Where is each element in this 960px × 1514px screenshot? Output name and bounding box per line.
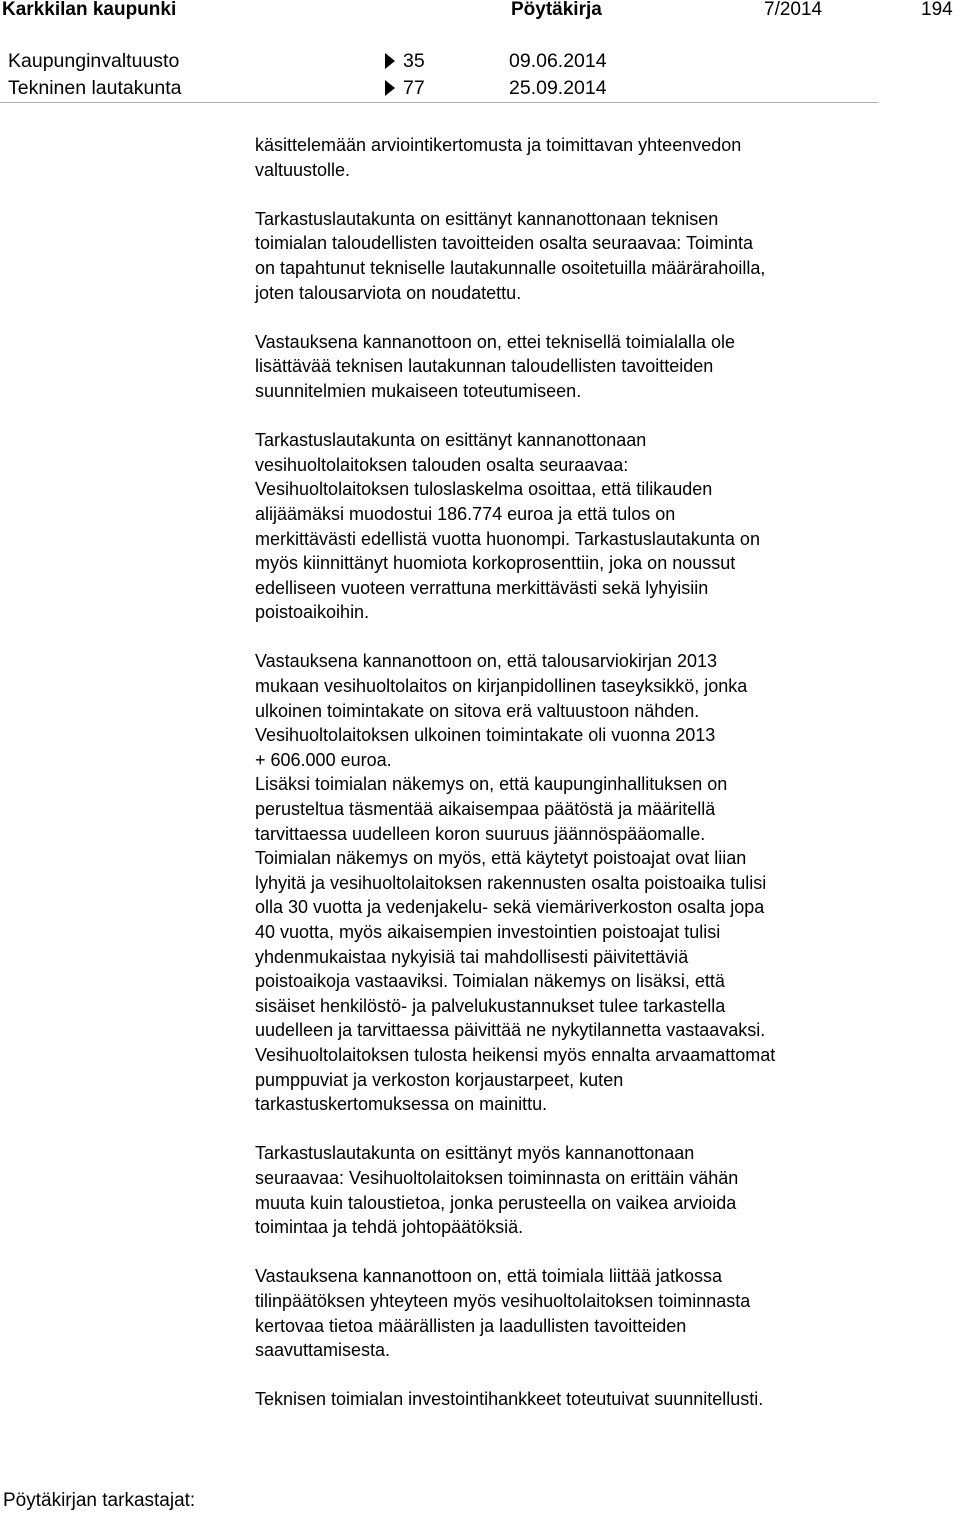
text-line: käsittelemään arviointikertomusta ja toimittavan yhteenvedon xyxy=(255,135,742,155)
text-line: yhdenmukaistaa nykyisiä tai mahdollisesti päivitettäviä xyxy=(255,946,689,967)
text-line: sisäiset henkilöstö- ja palvelukustannukset tulee tarkastella xyxy=(255,995,726,1016)
paragraph-gap xyxy=(255,1363,915,1388)
text-line: toimialan taloudellisten tavoitteiden osalta seuraavaa: Toiminta xyxy=(255,233,753,254)
meeting-date: 09.06.2014 xyxy=(509,50,607,72)
text-line: poistoaikoihin. xyxy=(255,602,370,623)
paragraph xyxy=(255,330,915,404)
text-line: alijäämäksi muodostui 186.774 euroa ja että tulos on xyxy=(255,503,676,524)
text-line: Tarkastuslautakunta on esittänyt myös kannanottonaan xyxy=(255,1143,695,1164)
text-line: mukaan vesihuoltolaitos on kirjanpidollinen taseyksikkö, jonka xyxy=(255,676,748,697)
paragraph xyxy=(255,1387,915,1412)
text-line: myös kiinnittänyt huomiota korkoprosenttiin, joka on noussut xyxy=(255,553,736,574)
text-line: Tarkastuslautakunta on esittänyt kannanottonaan xyxy=(255,430,647,451)
organization-name: Karkkilan kaupunki xyxy=(2,0,177,20)
text-line: Lisäksi toimialan näkemys on, että kaupunginhallituksen on xyxy=(255,774,728,795)
text-line: suunnitelmien mukaiseen toteutumiseen. xyxy=(255,380,582,401)
paragraph xyxy=(255,207,915,305)
section-number: 77 xyxy=(403,77,425,99)
paragraph xyxy=(255,1141,915,1239)
paragraph-gap xyxy=(255,1240,915,1265)
document-body xyxy=(255,133,915,1412)
text-line: vesihuoltolaitoksen talouden osalta seuraavaa: xyxy=(255,454,629,475)
text-line: kertovaa tietoa määrällisten ja laadullisten tavoitteiden xyxy=(255,1315,687,1336)
text-line: merkittävästi edellistä vuotta huonompi. Tarkastuslautakunta on xyxy=(255,528,760,549)
text-line: lyhyitä ja vesihuoltolaitoksen rakennusten osalta poistoaika tulisi xyxy=(255,872,767,893)
paragraph-gap xyxy=(255,625,915,650)
meeting-date: 25.09.2014 xyxy=(509,77,607,99)
paragraph-gap xyxy=(255,182,915,207)
paragraph xyxy=(255,1264,915,1362)
text-line: Vastauksena kannanottoon on, ettei teknisellä toimialalla ole xyxy=(255,331,735,352)
text-line: tarvittaessa uudelleen koron suuruus jäännöspääomalle. xyxy=(255,823,706,844)
text-line: tarkastuskertomuksessa on mainittu. xyxy=(255,1094,548,1115)
text-line: ulkoinen toimintakate on sitova erä valtuustoon nähden. xyxy=(255,700,700,721)
text-line: Toimialan näkemys on myös, että käytetyt poistoajat ovat liian xyxy=(255,848,747,869)
text-line: saavuttamisesta. xyxy=(255,1340,391,1361)
text-line: tilinpäätöksen yhteyteen myös vesihuoltolaitoksen toiminnasta xyxy=(255,1290,751,1311)
text-line: 40 vuotta, myös aikaisempien investointien poistoajat tulisi xyxy=(255,922,721,942)
section-arrow-icon xyxy=(385,53,395,69)
paragraph xyxy=(255,428,915,625)
header-divider xyxy=(0,102,878,103)
text-line: poistoaikoja vastaaviksi. Toimialan näkemys on lisäksi, että xyxy=(255,971,725,992)
page-number: 194 xyxy=(921,0,953,20)
text-line: lisättävää teknisen lautakunnan taloudellisten tavoitteiden xyxy=(255,356,714,377)
issue-number: 7/2014 xyxy=(764,0,823,20)
text-line: Vesihuoltolaitoksen tulosta heikensi myös ennalta arvaamattomat xyxy=(255,1044,776,1065)
paragraph-gap xyxy=(255,1117,915,1142)
text-line: Tarkastuslautakunta on esittänyt kannanottonaan teknisen xyxy=(255,208,719,229)
section-number: 35 xyxy=(403,50,425,72)
text-line: perusteltua täsmentää aikaisempaa päätöstä ja määritellä xyxy=(255,799,716,820)
text-line: joten talousarviota on noudatettu. xyxy=(255,282,522,303)
text-line: Vastauksena kannanottoon on, että toimiala liittää jatkossa xyxy=(255,1266,722,1287)
paragraph xyxy=(255,133,915,182)
text-line: valtuustolle. xyxy=(255,159,351,180)
text-line: seuraavaa: Vesihuoltolaitoksen toiminnasta on erittäin vähän xyxy=(255,1167,739,1188)
text-line: edelliseen vuoteen verrattuna merkittävästi sekä lyhyisiin xyxy=(255,577,709,598)
paragraph xyxy=(255,649,915,1116)
meeting-body: Kaupunginvaltuusto xyxy=(8,50,180,72)
document-type: Pöytäkirja xyxy=(511,0,602,20)
text-line: pumppuviat ja verkoston korjaustarpeet, kuten xyxy=(255,1069,624,1090)
paragraph-gap xyxy=(255,404,915,429)
text-line: olla 30 vuotta ja vedenjakelu- sekä viemäriverkoston osalta jopa xyxy=(255,897,765,918)
paragraph-gap xyxy=(255,305,915,330)
text-line: Teknisen toimialan investointihankkeet toteutuivat suunnitellusti. xyxy=(255,1389,764,1410)
meeting-body: Tekninen lautakunta xyxy=(8,77,182,99)
text-line: Vesihuoltolaitoksen tuloslaskelma osoittaa, että tilikauden xyxy=(255,479,713,500)
text-line: toimintaa ja tehdä johtopäätöksiä. xyxy=(255,1217,524,1238)
section-arrow-icon xyxy=(385,80,395,96)
text-line: on tapahtunut tekniselle lautakunnalle osoitetuilla määrärahoilla, xyxy=(255,257,766,278)
text-line: muuta kuin taloustietoa, jonka perusteella on vaikea arvioida xyxy=(255,1192,737,1213)
text-line: + 606.000 euroa. xyxy=(255,749,392,770)
text-line: Vastauksena kannanottoon on, että talousarviokirjan 2013 xyxy=(255,651,717,672)
footer-label: Pöytäkirjan tarkastajat: xyxy=(3,1490,196,1511)
text-line: Vesihuoltolaitoksen ulkoinen toimintakate oli vuonna 2013 xyxy=(255,725,716,746)
text-line: uudelleen ja tarvittaessa päivittää ne nykytilannetta vastaavaksi. xyxy=(255,1020,766,1041)
